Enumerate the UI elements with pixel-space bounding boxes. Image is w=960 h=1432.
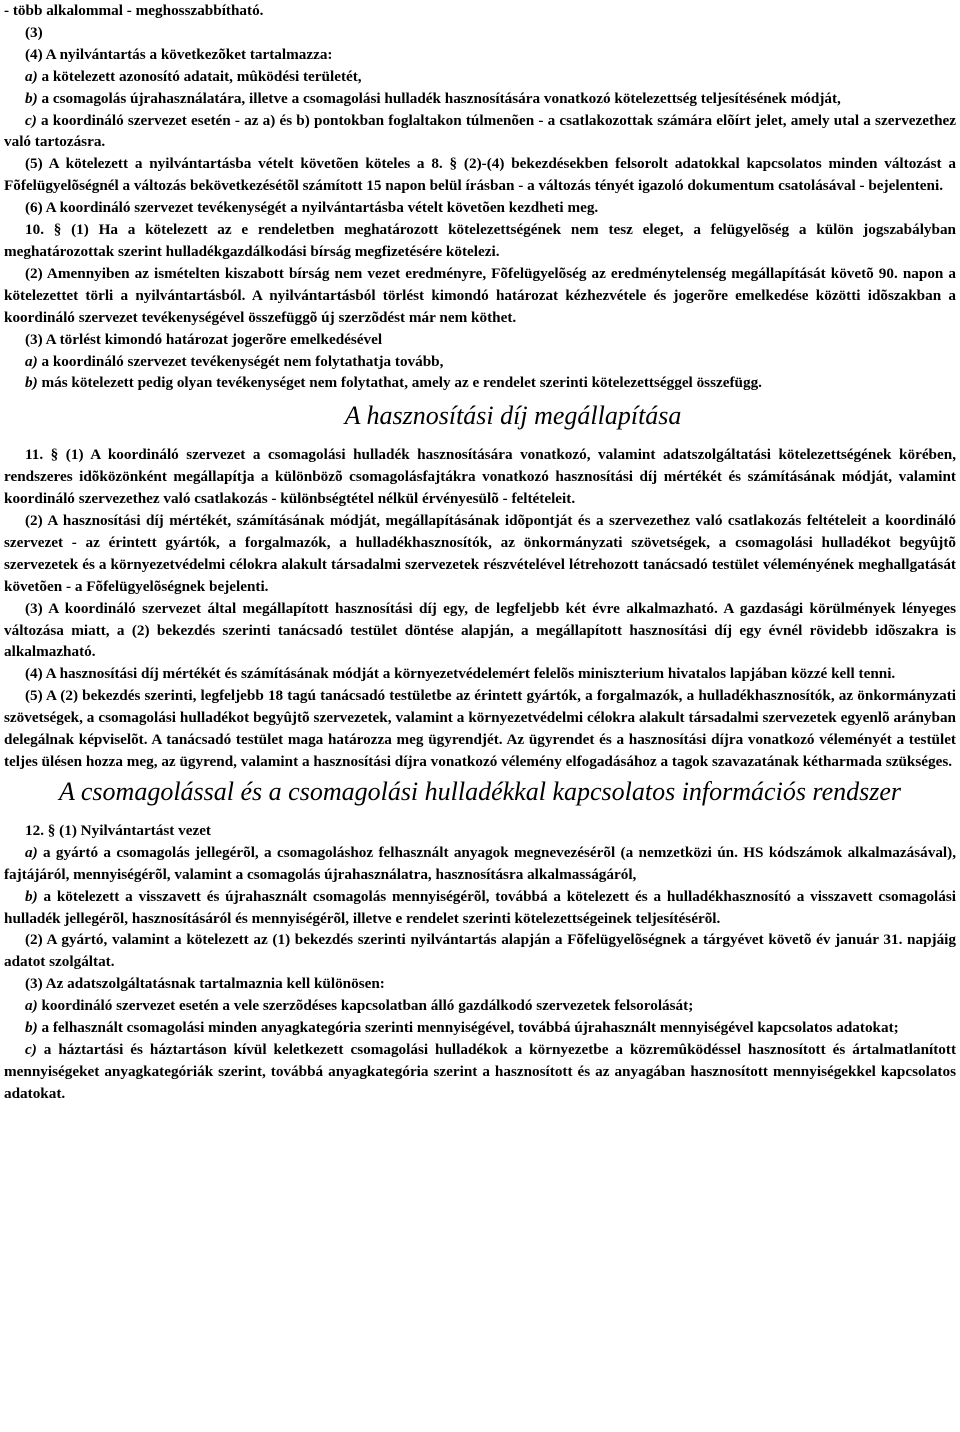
paragraph-text: a gyártó a csomagolás jellegérõl, a csomagoláshoz felhasznált anyagok megnevezésérõl (a nemzetközi ún. HS kódszámok alkalmazásával), fajtájáról, mennyiségérõl, valamint a csomagolás újrahasználatra, hasznosításra alkalmasságáról, [4, 843, 956, 883]
item-label: a) [25, 352, 38, 370]
paragraph-text: a koordináló szervezet esetén - az a) és b) pontokban foglaltakon túlmenõen - a csatlakozottak számára elõírt jelet, amely utal a szervezethez való tartozásra. [4, 111, 956, 151]
paragraph-text: a csomagolás újrahasználatára, illetve a csomagolási hulladék hasznosítására vonatkozó kötelezettség teljesítésének módját, [37, 89, 841, 107]
paragraph-text: a felhasznált csomagolási minden anyagkategória szerinti mennyiségével, továbbá újrahasznált mennyiségével kapcsolatos adatokat; [37, 1019, 899, 1037]
paragraph-text: (4) A nyilvántartás a következõket tartalmazza: [25, 45, 333, 63]
paragraph [4, 929, 956, 973]
paragraph [4, 886, 956, 930]
section-registration [4, 0, 956, 394]
paragraph-text: (4) A hasznosítási díj mértékét és számításának módját a környezetvédelemért felelõs miniszterium hivatalos lapjában közzé kell tenni. [25, 665, 896, 683]
paragraph-text: 11. § (1) A koordináló szervezet a csomagolási hulladék hasznosítására vonatkozó, valamint adatszolgáltatási kötelezettségének körében, rendszeres idõközönként megállapítja a különbözõ csomagolásfajtákra vonatkozó hasznosítási díj mértékét és számításának módját, valamint koordináló szervezethez való csatlakozás - különbségtétel nélkül érvényesülõ - feltételeit. [4, 446, 956, 508]
paragraph [4, 372, 956, 394]
item-label: a) [25, 843, 38, 861]
paragraph [4, 197, 956, 219]
paragraph [4, 842, 956, 886]
paragraph [4, 263, 956, 329]
item-label: c) [25, 111, 37, 129]
paragraph [4, 1039, 956, 1105]
paragraph [4, 110, 956, 154]
paragraph [4, 510, 956, 598]
item-label: b) [25, 1019, 38, 1037]
paragraph [4, 995, 956, 1017]
paragraph [4, 598, 956, 664]
paragraph [4, 88, 956, 110]
paragraph [4, 22, 956, 44]
paragraph [4, 663, 956, 685]
paragraph [4, 0, 956, 22]
item-label: b) [25, 89, 38, 107]
heading-utilization-fee: A hasznosítási díj megállapítása [344, 401, 682, 431]
paragraph-text: a kötelezett a visszavett és újrahasznált csomagolás mennyiségérõl, továbbá a kötelezett és a hulladékhasznosító a visszavett csomagolási hulladék jellegérõl, hasznosításáról és mennyiségérõl, illetve e rendelet szerinti kötelezettségeinek teljesítésérõl. [4, 887, 956, 927]
paragraph-text: (3) Az adatszolgáltatásnak tartalmaznia kell különösen: [25, 975, 385, 993]
paragraph-text: (6) A koordináló szervezet tevékenységét a nyilvántartásba vételt követõen kezdheti meg. [25, 199, 599, 217]
item-label: a) [25, 67, 38, 85]
paragraph [4, 685, 956, 773]
paragraph-text: (5) A (2) bekezdés szerinti, legfeljebb 18 tagú tanácsadó testületbe az érintett gyártók, a forgalmazók, a hulladékhasznosítók, az önkormányzati szövetségek, a csomagolási hulladékot begyûjtõ szervezetek, valamint a környezetvédelmi célokra alakult társadalmi szervezetek egyenlõ arányban delegálnak képviselõt. A tanácsadó testület maga határozza meg ügyrendjét. Az ügyrendet és a hasznosítási díjra vonatkozó véleményét a testület teljes ülésen hozza meg, az ügyrend, valamint a hasznosítási díjra vonatkozó vélemény elfogadásához a tagok szavazatának kétharmada szükséges. [4, 687, 956, 770]
paragraph-text: (3) [25, 23, 43, 41]
paragraph-text: koordináló szervezet esetén a vele szerzõdéses kapcsolatban álló gazdálkodó szervezetek felsorolását; [37, 997, 694, 1015]
paragraph [4, 351, 956, 373]
paragraph [4, 153, 956, 197]
paragraph [4, 44, 956, 66]
paragraph-text: (2) A gyártó, valamint a kötelezett az (1) bekezdés szerinti nyilvántartás alapján a Fõfelügyelõségnek a tárgyévet követõ év január 31. napjáig adatot szolgáltat. [4, 931, 956, 971]
paragraph [4, 329, 956, 351]
paragraph-text: (3) A koordináló szervezet által megállapított hasznosítási díj egy, de legfeljebb két évre alkalmazható. A gazdasági körülmények lényeges változása miatt, a (2) bekezdés szerinti tanácsadó testület döntése alapján, a megállapított hasznosítási díj egy évnél rövidebb idõszakra is alkalmazható. [4, 599, 956, 661]
paragraph-text: 12. § (1) Nyilvántartást vezet [25, 821, 211, 839]
paragraph-text: (3) A törlést kimondó határozat jogerõre emelkedésével [25, 330, 383, 348]
paragraph [4, 820, 956, 842]
paragraph-text: - több alkalommal - meghosszabbítható. [4, 2, 264, 19]
paragraph-text: (2) A hasznosítási díj mértékét, számításának módját, megállapításának idõpontját és a szervezethez való csatlakozás feltételeit a koordináló szervezet - az érintett gyártók, a forgalmazók, a hulladékhasznosítók, az önkormányzati szövetségek, a csomagolási hulladékot begyûjtõ szervezetek és a környezetvédelmi célokra alakult társadalmi szervezetek részvételével létrehozott tanácsadó testület véleményének meghallgatását követõen - a Fõfelügyelõségnek bejelenti. [4, 512, 956, 595]
section-utilization-fee [4, 444, 956, 773]
paragraph-text: a háztartási és háztartáson kívül keletkezett csomagolási hulladékok a környezetbe a közremûködéssel hasznosított és ártalmatlanított mennyiségeket anyagkategóriák szerint, továbbá anyagkategória szerint a hasznosított és az anyagában hasznosított mennyiségekkel kapcsolatos adatokat. [4, 1040, 956, 1102]
paragraph-text: (2) Amennyiben az ismételten kiszabott bírság nem vezet eredményre, Fõfelügyelõség az eredménytelenség megállapítását követõ 90. napon a kötelezettet törli a nyilvántartásból. A nyilvántartásból törlést kimondó határozat kézhezvétele és jogerõre emelkedése közötti idõszakban a koordináló szervezet tevékenységével összefüggõ új szerzõdést már nem köthet. [4, 264, 956, 326]
paragraph [4, 444, 956, 510]
paragraph [4, 66, 956, 88]
heading-information-system: A csomagolással és a csomagolási hulladékkal kapcsolatos információs rendszer [58, 776, 902, 806]
paragraph [4, 1017, 956, 1039]
item-label: c) [25, 1040, 37, 1058]
paragraph-text: 10. § (1) Ha a kötelezett az e rendeletben meghatározott kötelezettségének nem tesz eleget, a felügyelõség a külön jogszabályban meghatározottak szerint hulladékgazdálkodási bírság megfizetésére kötelezi. [4, 221, 956, 260]
paragraph-text: a koordináló szervezet tevékenységét nem folytathatja tovább, [37, 352, 444, 370]
section-information-system [4, 820, 956, 1105]
paragraph-text: (5) A kötelezett a nyilvántartásba vételt követõen köteles a 8. § (2)-(4) bekezdésekben felsorolt adatokkal kapcsolatos minden változást a Fõfelügyelõségnél a változás bekövetkezésétõl számított 15 napon belül írásban - a változás tényét igazoló dokumentum csatolásával - bejelenteni. [4, 155, 956, 195]
paragraph-text: más kötelezett pedig olyan tevékenységet nem folytathat, amely az e rendelet szerinti kötelezettséggel összefügg. [37, 374, 762, 392]
item-label: a) [25, 997, 38, 1015]
item-label: b) [25, 374, 38, 392]
paragraph-text: a kötelezett azonosító adatait, mûködési területét, [37, 67, 362, 85]
item-label: b) [25, 887, 38, 905]
paragraph [4, 973, 956, 995]
paragraph [4, 219, 956, 263]
